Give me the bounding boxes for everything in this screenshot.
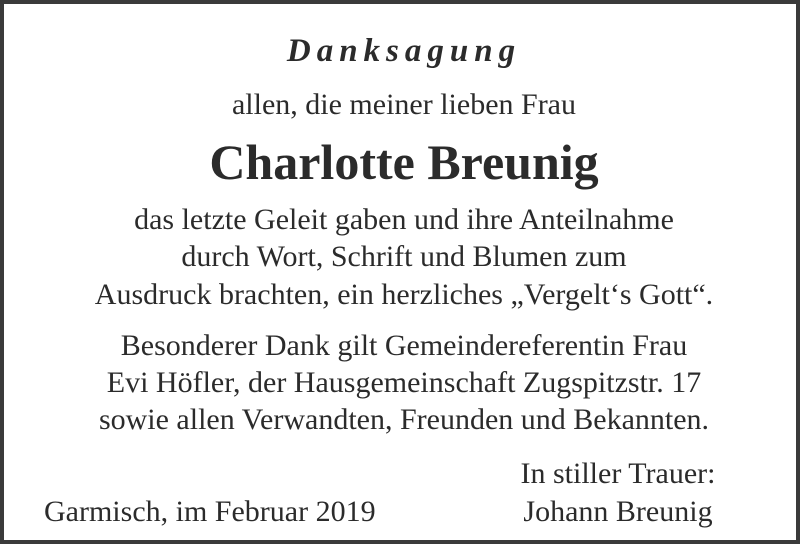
thanks-line: sowie allen Verwandten, Freunden und Bekannten.	[98, 403, 710, 436]
signature-label: In stiller Trauer:	[520, 457, 716, 490]
deceased-name: Charlotte Breunig	[209, 134, 599, 190]
body-line: Ausdruck brachten, ein herzliches „Vergelt‘s Gott“.	[94, 278, 714, 311]
intro-text: allen, die meiner lieben Frau	[231, 88, 577, 121]
thanks-line: Evi Höfler, der Hausgemeinschaft Zugspitzstr. 17	[106, 366, 702, 399]
notice-heading: Danksagung	[286, 33, 522, 69]
thanks-line: Besonderer Dank gilt Gemeindereferentin Frau	[120, 329, 688, 362]
signature-name: Johann Breunig	[523, 495, 713, 528]
body-line: durch Wort, Schrift und Blumen zum	[181, 240, 627, 273]
body-line: das letzte Geleit gaben und ihre Anteilnahme	[134, 203, 674, 236]
place-date: Garmisch, im Februar 2019	[44, 495, 376, 528]
